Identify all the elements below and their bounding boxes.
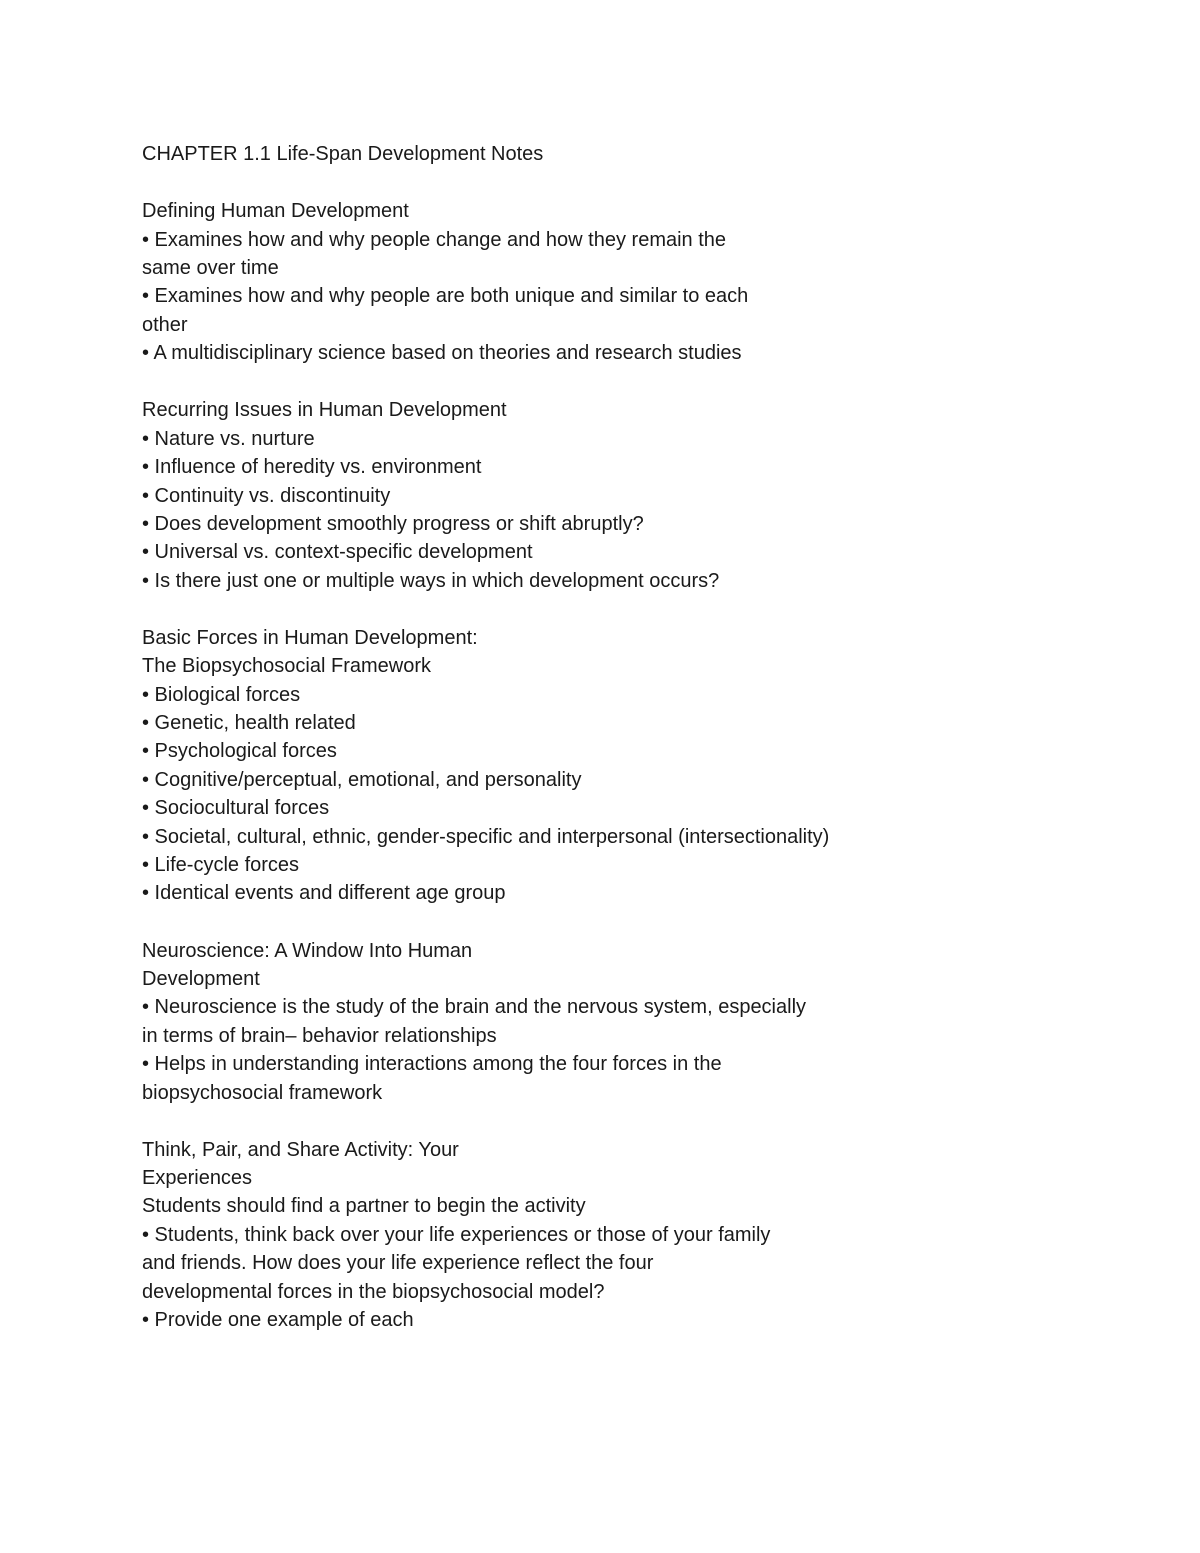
bullet-line: • Universal vs. context-specific development (142, 541, 533, 564)
section-heading-continued: Experiences (142, 1167, 253, 1190)
section-heading: Neuroscience: A Window Into Human (142, 939, 473, 962)
bullet-line: • Is there just one or multiple ways in which development occurs? (142, 569, 720, 592)
bullet-line: • Life-cycle forces (142, 853, 300, 876)
bullet-line: • Cognitive/perceptual, emotional, and personality (142, 768, 582, 791)
section-heading: Think, Pair, and Share Activity: Your (142, 1138, 459, 1161)
paragraph-gap (142, 368, 1142, 397)
bullet-line: • Identical events and different age group (142, 882, 506, 905)
continuation-line: in terms of brain– behavior relationships (142, 1024, 497, 1047)
section-heading: Defining Human Development (142, 200, 409, 223)
bullet-line: • Biological forces (142, 683, 301, 706)
bullet-line: • Psychological forces (142, 740, 337, 763)
continuation-line: biopsychosocial framework (142, 1081, 383, 1104)
paragraph-gap (142, 168, 1142, 197)
continuation-line: and friends. How does your life experience reflect the four (142, 1252, 654, 1275)
section-recurring-issues (142, 396, 1142, 595)
paragraph-gap (142, 1107, 1142, 1136)
bullet-line: • Genetic, health related (142, 712, 356, 735)
bullet-line: • Societal, cultural, ethnic, gender-specific and interpersonal (intersectionality) (142, 825, 830, 848)
bullet-line: • Neuroscience is the study of the brain and the nervous system, especially (142, 996, 807, 1019)
paragraph-gap (142, 908, 1142, 937)
bullet-line: • Sociocultural forces (142, 797, 330, 820)
bullet-line: • A multidisciplinary science based on theories and research studies (142, 342, 742, 365)
bullet-line: • Does development smoothly progress or shift abruptly? (142, 512, 644, 535)
bullet-line: • Students, think back over your life experiences or those of your family (142, 1223, 771, 1246)
document-title: CHAPTER 1.1 Life-Span Development Notes (142, 143, 544, 165)
bullet-line: • Examines how and why people are both unique and similar to each (142, 285, 749, 308)
bullet-line: • Provide one example of each (142, 1309, 414, 1332)
paragraph-gap (142, 595, 1142, 624)
bullet-line: • Continuity vs. discontinuity (142, 484, 391, 507)
section-defining-human-development (142, 197, 1142, 367)
section-think-pair-share (142, 1136, 1142, 1335)
bullet-line: • Examines how and why people change and how they remain the (142, 228, 727, 251)
document-content (142, 140, 1142, 1334)
continuation-line: developmental forces in the biopsychosocial model? (142, 1280, 605, 1303)
bullet-line: • Helps in understanding interactions among the four forces in the (142, 1053, 722, 1076)
bullet-line: • Influence of heredity vs. environment (142, 456, 482, 479)
body-line: Students should find a partner to begin the activity (142, 1195, 586, 1218)
section-heading-continued: Development (142, 967, 260, 990)
continuation-line: other (142, 313, 188, 336)
section-heading: Recurring Issues in Human Development (142, 399, 507, 422)
section-neuroscience (142, 937, 1142, 1107)
section-heading: Basic Forces in Human Development: (142, 626, 478, 649)
continuation-line: same over time (142, 256, 279, 279)
bullet-line: • Nature vs. nurture (142, 427, 315, 450)
section-subheading: The Biopsychosocial Framework (142, 655, 431, 678)
section-basic-forces (142, 624, 1142, 908)
